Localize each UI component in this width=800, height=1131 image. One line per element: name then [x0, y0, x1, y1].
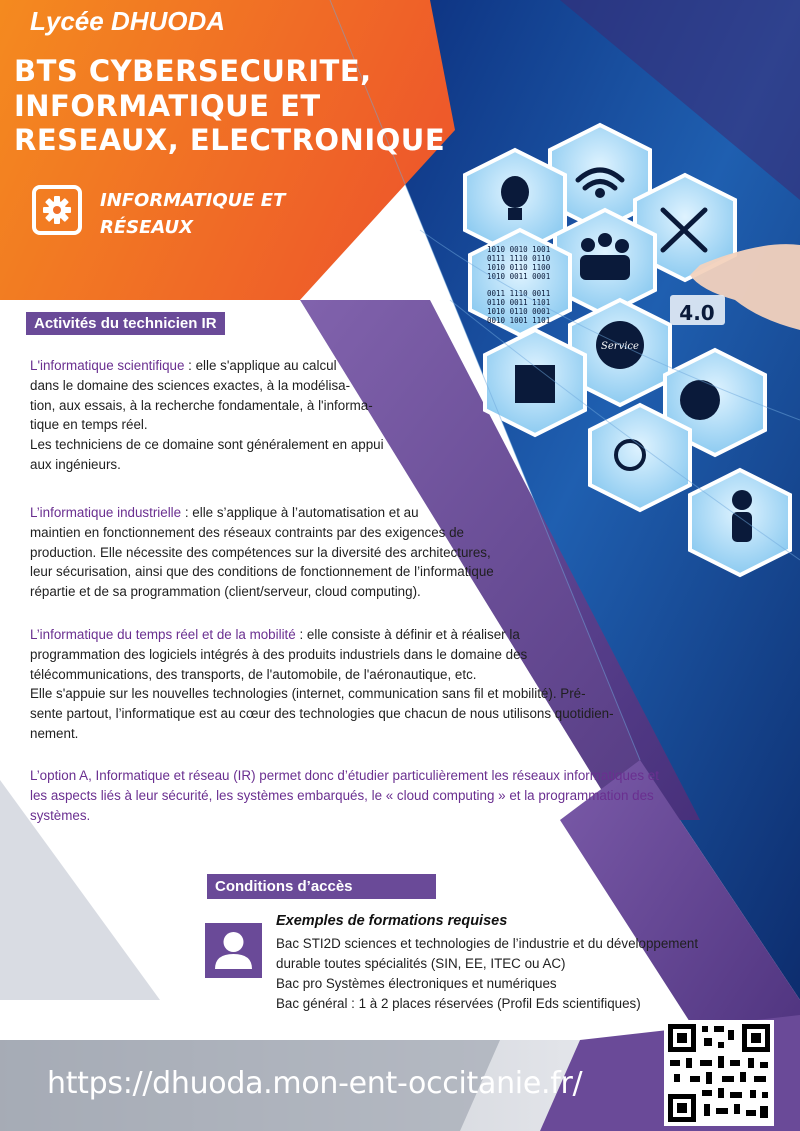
text-line: leur sécurisation, ainsi que des conditions de fonctionnement de l’informatique	[30, 564, 494, 580]
text-line: dans le domaine des sciences exactes, à la modélisa-	[30, 377, 351, 393]
text-line: L’option A, Informatique et réseau (IR) permet donc d’étudier particulièrement les réseaux informatiques et	[30, 768, 659, 783]
paragraph-scientific	[30, 356, 430, 475]
text-line: nement.	[30, 725, 79, 741]
binary-line: 1010 0011 0001	[487, 272, 551, 281]
text-line: programmation des logiciels intégrés à des produits industriels dans le domaine des	[30, 646, 528, 662]
text-line: : elle s’applique à l’automatisation et au	[181, 505, 419, 520]
requirement-line: Bac STI2D sciences et technologies de l’industrie et du développement	[276, 936, 699, 951]
qr-code	[664, 1020, 774, 1126]
text-line: Elle s'appuie sur les nouvelles technologies (internet, communication sans fil et mobilité). Pré-	[30, 686, 586, 702]
text-line: télécommunications, des transports, de l'automobile, de l'aéronautique, etc.	[30, 666, 477, 682]
paragraph-realtime	[30, 625, 750, 744]
binary-line: 1010 0110 0001	[487, 307, 551, 316]
service-label: Service	[601, 341, 639, 352]
text-line: répartie et de sa programmation (client/serveur, cloud computing).	[30, 584, 421, 600]
text-line: systèmes.	[30, 807, 91, 823]
text-line: maintien en fonctionnement des réseaux contraints par des exigences de	[30, 524, 464, 540]
binary-line: 1010 0110 1100	[487, 263, 551, 272]
text-line: sente partout, l’informatique est au cœur des technologies que chacun de nous utilisons quotidien-	[30, 706, 614, 722]
text-line: aux ingénieurs.	[30, 456, 121, 472]
text-line: Les techniciens de ce domaine sont généralement en appui	[30, 437, 384, 453]
binary-line: 0111 1110 0110	[487, 254, 551, 263]
program-title-line-2: INFORMATIQUE ET	[14, 89, 321, 123]
hex-plug	[590, 405, 690, 510]
website-link[interactable]: https://dhuoda.mon-ent-occitanie.fr/	[47, 1066, 583, 1101]
paragraph-lead: L’informatique industrielle	[30, 505, 182, 520]
user-icon	[205, 923, 262, 978]
paragraph-lead: L'informatique scientifique	[30, 358, 185, 373]
paragraph-lead: L’informatique du temps réel et de la mobilité	[30, 627, 296, 642]
paragraph-industrial	[30, 503, 590, 602]
binary-line: 0011 1110 0011	[487, 289, 551, 298]
option-title-line-2: RÉSEAUX	[100, 217, 194, 238]
conditions-tag: Conditions d’accès	[207, 874, 436, 899]
requirement-line: Bac pro Systèmes électroniques et numériques	[276, 976, 557, 991]
binary-line: 1010 0010 1001	[487, 245, 551, 254]
text-line: tique en temps réel.	[30, 417, 148, 433]
option-title-line-1: INFORMATIQUE ET	[100, 190, 286, 211]
industry-label: 4.0	[679, 301, 715, 325]
activities-tag: Activités du technicien IR	[26, 312, 225, 335]
requirement-line: durable toutes spécialités (SIN, EE, ITEC ou AC)	[276, 956, 566, 971]
school-name: Lycée DHUODA	[30, 6, 226, 36]
text-line: les aspects liés à leur sécurité, les systèmes embarqués, le « cloud computing » et la programmation des	[30, 787, 654, 803]
text-line: : elle consiste à définir et à réaliser la	[295, 627, 520, 642]
requirements-title: Exemples de formations requises	[276, 913, 508, 929]
gear-icon	[32, 185, 82, 235]
binary-line: 0110 0011 1101	[487, 298, 551, 307]
program-title-line-1: BTS CYBERSECURITE,	[14, 54, 372, 88]
program-title-line-3: RESEAUX, ELECTRONIQUE	[14, 123, 446, 157]
requirement-line: Bac général : 1 à 2 places réservées (Profil Eds scientifiques)	[276, 996, 641, 1011]
text-line: production. Elle nécessite des compétences sur la diversité des architectures,	[30, 544, 491, 560]
text-line: tion, aux essais, à la recherche fondamentale, à l'informa-	[30, 397, 373, 413]
paragraph-option-a	[30, 766, 770, 825]
binary-line: 0010 1001 1101	[487, 316, 551, 325]
text-line: : elle s'applique au calcul	[184, 358, 337, 373]
